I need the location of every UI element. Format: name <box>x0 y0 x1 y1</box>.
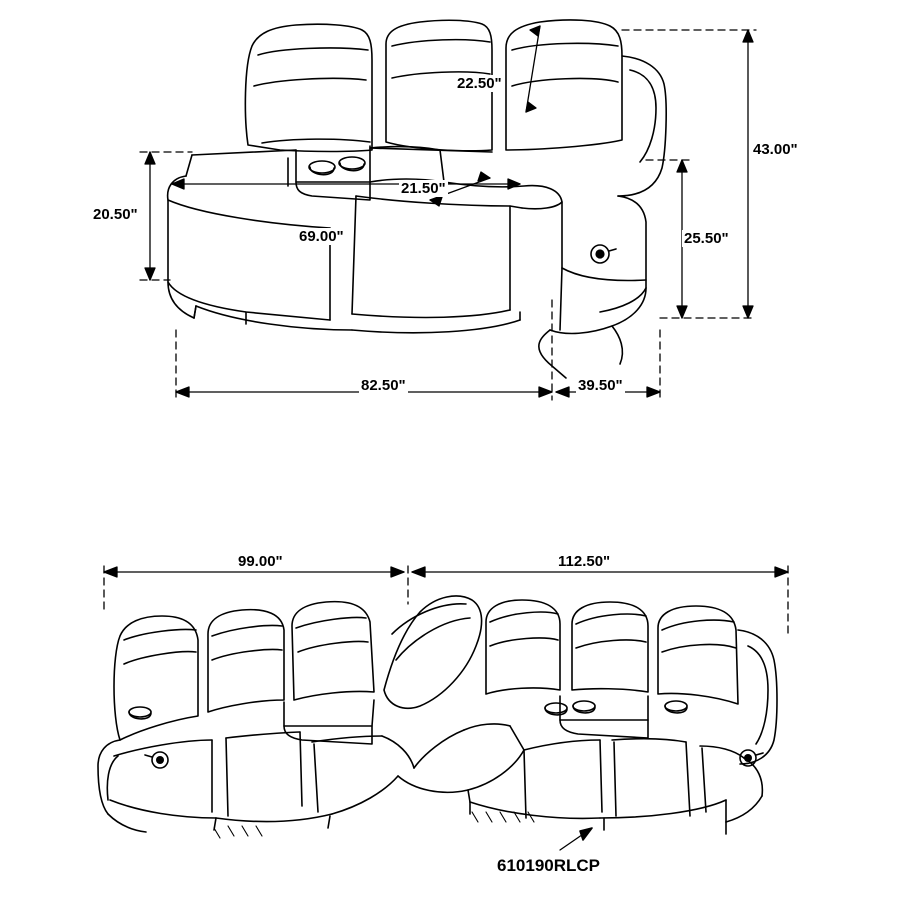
dimension-label-seat-back-height: 22.50" <box>457 75 502 92</box>
model-number-callout: 610190RLCP <box>497 856 601 875</box>
dimension-label-extended-depth: 39.50" <box>578 377 623 394</box>
dimension-label-seat-width: 69.00" <box>299 228 344 245</box>
dimension-label-arm-height: 20.50" <box>93 206 138 223</box>
dimension-label-right-section-length: 112.50" <box>558 553 611 570</box>
dimension-label-overall-width: 82.50" <box>361 377 406 394</box>
loveseat-outline <box>168 20 667 378</box>
dimension-label-seat-height: 25.50" <box>684 230 729 247</box>
sectional-outline <box>98 566 788 850</box>
dimension-label-left-section-length: 99.00" <box>238 553 283 570</box>
dimension-label-overall-height: 43.00" <box>753 141 798 158</box>
dimension-label-seat-depth: 21.50" <box>401 180 446 197</box>
